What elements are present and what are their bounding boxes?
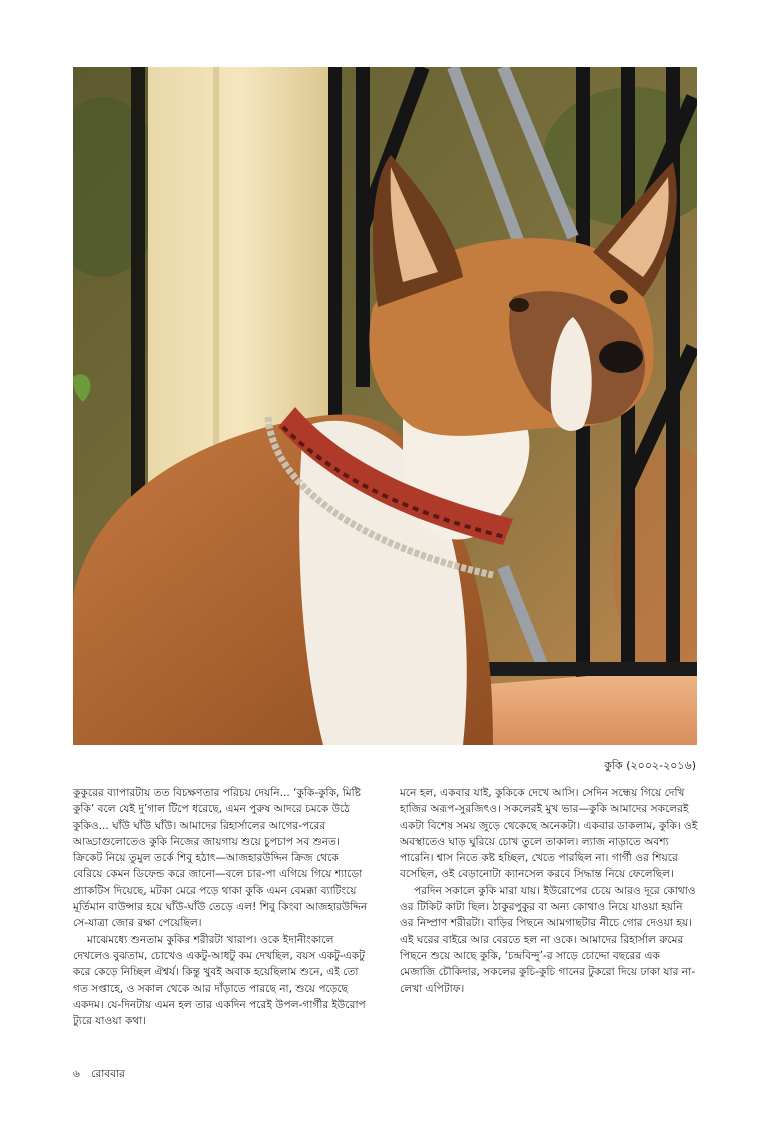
article-column-left (73, 785, 371, 1029)
article-paragraph: কুকুরের ব্যাপারটায় তত বিচক্ষণতার পরিচয় দেয়নি... ‘কুকি-কুকি, মিষ্টি কুকি’ বলে যেই দু’গাল টিপে ধরেছে, এমন পুরুষ আদরে চমকে উঠে কুকিও... ঘাঁউ ঘাঁউ ঘাঁউ। আমাদের রিহার্সালের আগের-পরের আড্ডাগুলোতেও কুকি নিজের জায়গায় শুয়ে চুপচাপ সব শুনত। ক্রিকেট নিয়ে তুমুল তর্কে শিবু হঠাৎ—আজহারউদ্দিন ক্রিজ থেকে বেরিয়ে কেমন ডিফেন্ড করে জানো—বলে চার-পা এগিয়ে গিয়ে শ্যাডো প্র্যাকটিস দিয়েছে, মটকা মেরে পড়ে থাকা কুকি এমন বেমক্কা ব্যাটিংয়ে মূর্তিমান বাউন্সার হয়ে ঘাঁউ-ঘাঁউ তেড়ে এল! শিবু কিংবা আজহারউদ্দিন সে-যাত্রা জোর রক্ষা পেয়েছিল। (73, 787, 368, 930)
photo-caption: কুকি (২০০২-২০১৬) (604, 759, 696, 772)
article-paragraph: মনে হল, একবার যাই, কুকিকে দেখে আসি। সেদিন সন্ধেয় গিয়ে দেখি হাজির অরূপ-সুরজিৎও। সকলেরই মুখ ভার—কুকি আমাদের সকলেরই একটা বিশেষ সময় জুড়ে থেকেছে অনেকটা। একবার ডাকলাম, কুকি। ওই অবস্থাতেও ঘাড় ঘুরিয়ে চোখ তুলে তাকাল। ল্যাজ নাড়াতে অবশ্য পারেনি। শ্বাস নিতে কষ্ট হচ্ছিল, খেতে পারছিল না। গার্গী ওর শিয়রে বসেছিল, ওই বেড়ানোটা ক্যানসেল করবে সিদ্ধান্ত নিয়ে ফেলেছিল। (400, 787, 698, 881)
dog-photo (73, 67, 697, 745)
article-paragraph: পরদিন সকালে কুকি মারা যায়। ইউরোপের চেয়ে আরও দূরে কোথাও ওর টিকিট কাটা ছিল। ঠাকুরপুকুর বা অন্য কোথাও নিয়ে যাওয়া হয়নি ওর নিষ্প্রাণ শরীরটা। বাড়ির পিছনে আমগাছটার নীচে গোর দেওয়া হয়। এই ঘরের বাইরে আর বেরতে হল না ওকে। আমাদের রিহার্সাল রুমের পিছনে শুয়ে আছে কুকি, ‘চন্দ্রবিন্দু’-র সাড়ে চোদ্দো বছরের এক মেজাজি চৌকিদার, সকলের কুচি-কুচি গানের টুকরো দিয়ে ঢাকা যার না-লেখা এপিটাফ। (400, 884, 696, 995)
article-column-right (400, 785, 698, 997)
article-paragraph: মাঝেমধ্যে শুনতাম কুকির শরীরটা খারাপ। ওকে ইদানীংকালে দেখলেও বুঝতাম, চোখেও একটু-আধটু কম দেখছিল, বয়স একটু-একটু করে কেড়ে নিচ্ছিল ঐশ্বর্য। কিন্তু খুবই অবাক হয়েছিলাম শুনে, এই তো গত সপ্তাহে, ও সকাল থেকে আর দাঁড়াতে পারছে না, শুয়ে পড়েছে একদম। যে-দিনটায় এমন হল তার একদিন পরেই উপল-গার্গীর ইউরোপ ট্যুরে যাওয়া কথা। (73, 933, 366, 1028)
dog-photo-illustration (73, 67, 697, 745)
publication-name: রোববার (91, 1068, 125, 1080)
page-number: ৬ (73, 1068, 80, 1080)
page-footer (73, 1067, 133, 1081)
